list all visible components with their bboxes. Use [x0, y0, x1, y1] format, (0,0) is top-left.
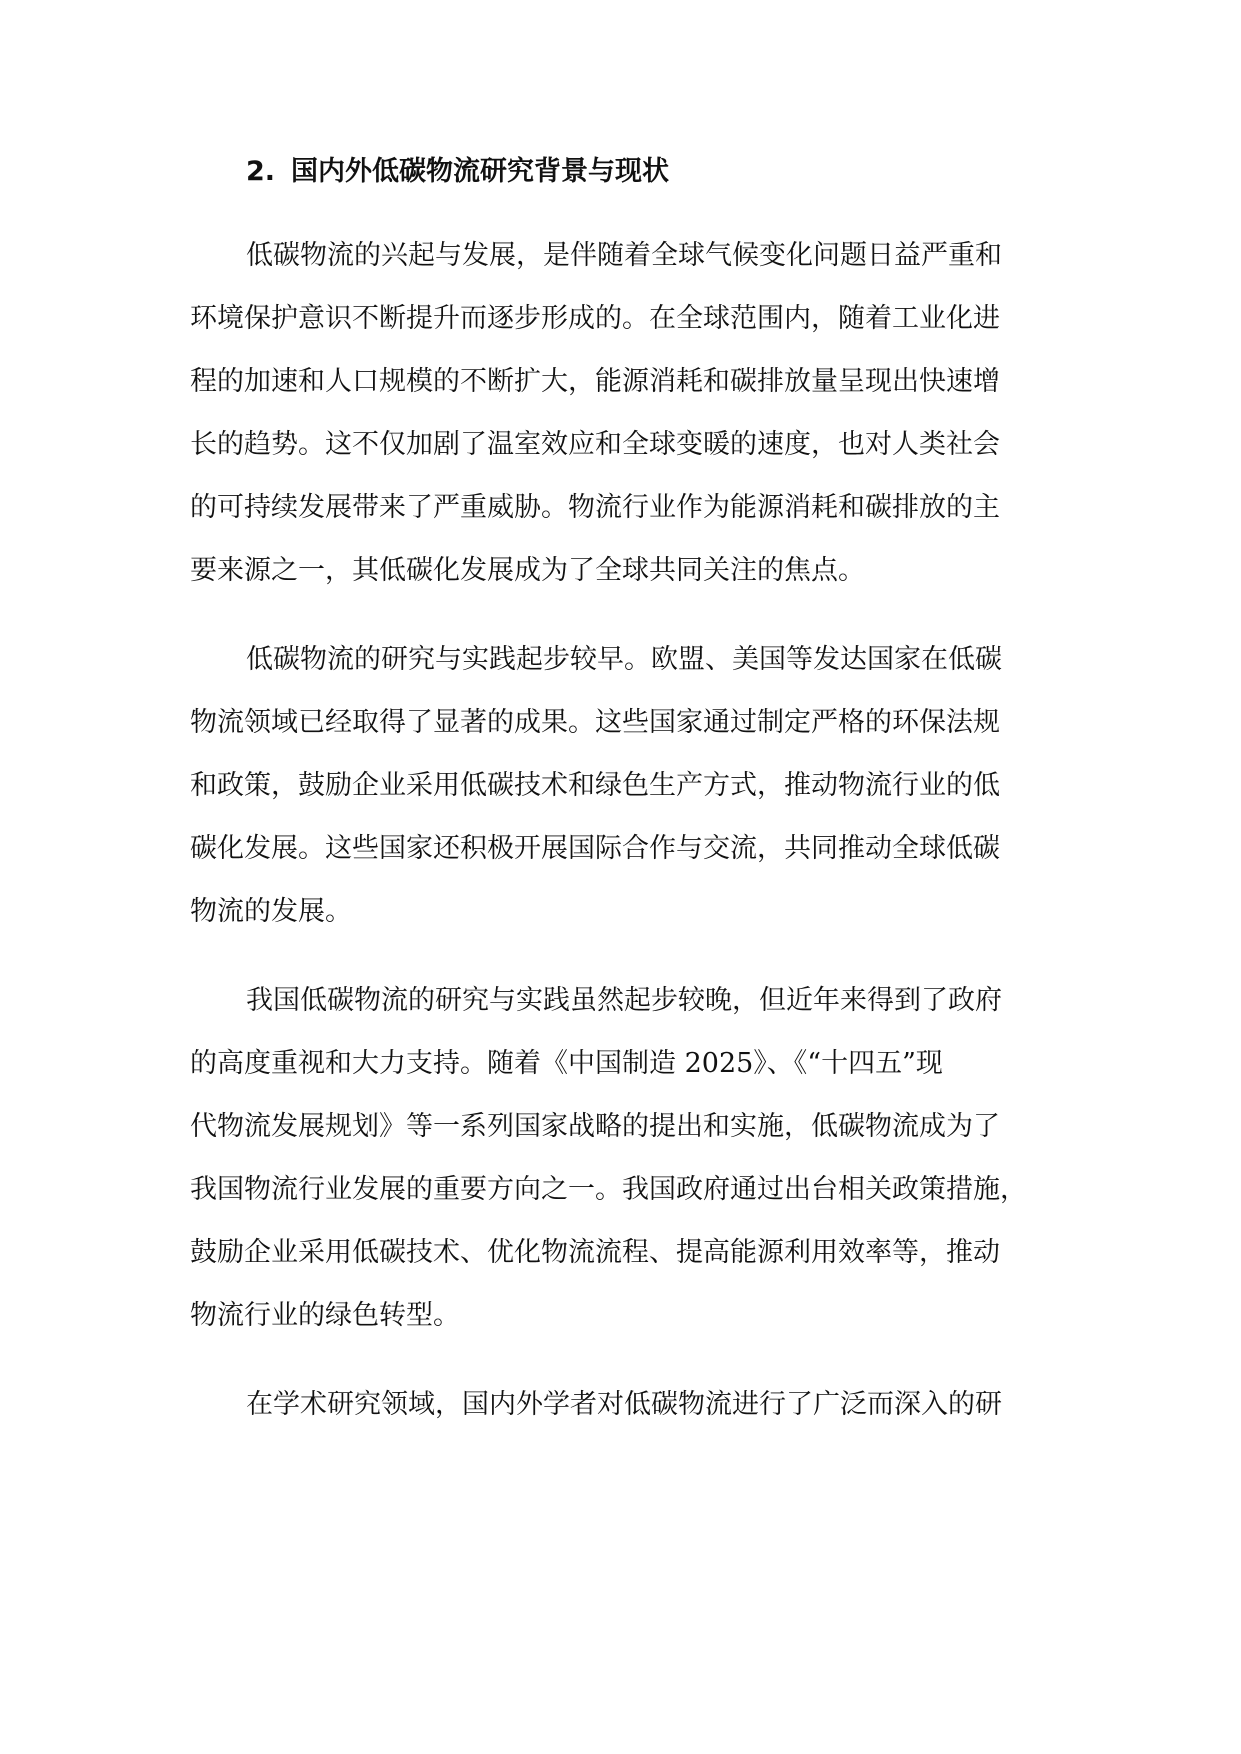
paragraph-1-line-5: 的可持续发展带来了严重威胁。物流行业作为能源消耗和碳排放的主: [190, 492, 1000, 523]
section-heading: [246, 148, 669, 196]
paragraph-2-line-2: 物流领域已经取得了显著的成果。这些国家通过制定严格的环保法规: [190, 707, 1000, 738]
paragraph-3-line-6: 物流行业的绿色转型。: [190, 1300, 460, 1331]
paragraph-3-line-2: 的高度重视和大力支持。随着《中国制造 2025》、《“十四五”现: [190, 1048, 943, 1079]
paragraph-3-line-4: 我国物流行业发展的重要方向之一。我国政府通过出台相关政策措施，: [190, 1174, 1027, 1205]
section-title: 国内外低碳物流研究背景与现状: [291, 156, 670, 187]
paragraph-1-line-3: 程的加速和人口规模的不断扩大，能源消耗和碳排放量呈现出快速增: [190, 366, 1000, 397]
paragraph-2-line-4: 碳化发展。这些国家还积极开展国际合作与交流，共同推动全球低碳: [190, 833, 1000, 864]
paragraph-3-line-1: 我国低碳物流的研究与实践虽然起步较晚，但近年来得到了政府: [246, 985, 1002, 1016]
paragraph-3-line-3: 代物流发展规划》等一系列国家战略的提出和实施，低碳物流成为了: [190, 1111, 1000, 1142]
paragraph-3-line-5: 鼓励企业采用低碳技术、优化物流流程、提高能源利用效率等，推动: [190, 1237, 1000, 1268]
paragraph-1-line-4: 长的趋势。这不仅加剧了温室效应和全球变暖的速度，也对人类社会: [190, 429, 1000, 460]
paragraph-2-line-3: 和政策，鼓励企业采用低碳技术和绿色生产方式，推动物流行业的低: [190, 770, 1000, 801]
paragraph-1-line-6: 要来源之一，其低碳化发展成为了全球共同关注的焦点。: [190, 555, 865, 586]
paragraph-2-line-5: 物流的发展。: [190, 896, 352, 927]
paragraph-4-line-1: 在学术研究领域，国内外学者对低碳物流进行了广泛而深入的研: [246, 1389, 1002, 1420]
paragraph-2-line-1: 低碳物流的研究与实践起步较早。欧盟、美国等发达国家在低碳: [246, 644, 1002, 675]
section-number: 2.: [246, 156, 276, 187]
paragraph-1-line-1: 低碳物流的兴起与发展，是伴随着全球气候变化问题日益严重和: [246, 240, 1002, 271]
paragraph-1-line-2: 环境保护意识不断提升而逐步形成的。在全球范围内，随着工业化进: [190, 303, 1000, 334]
